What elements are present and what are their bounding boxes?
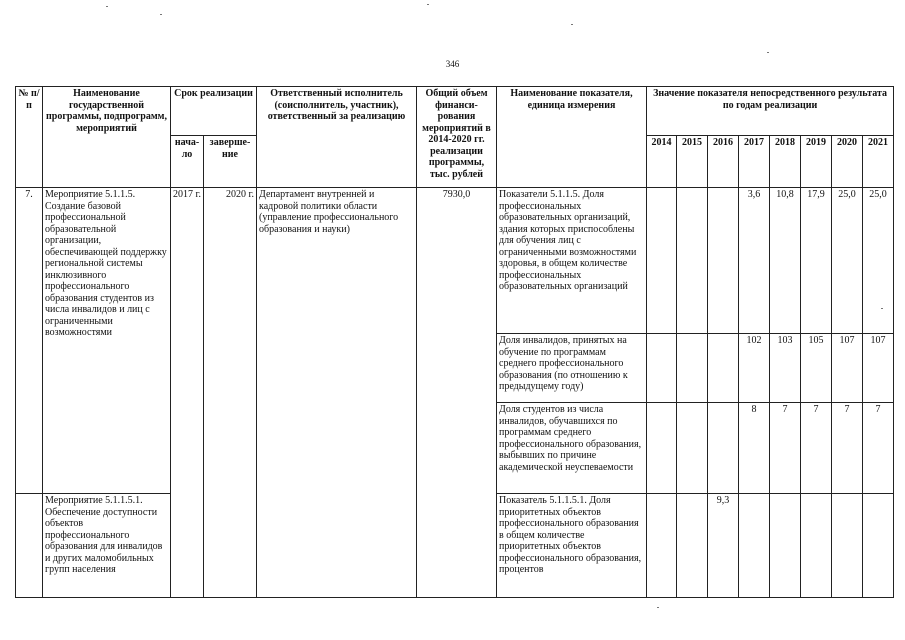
indicator-value — [677, 334, 708, 403]
submeasure-name: Мероприятие 5.1.1.5.1. Обеспечение доступности объектов профессионального образования для инвалидов и других маломобильных групп населения — [43, 494, 171, 598]
indicator-value — [677, 494, 708, 598]
year-header: 2018 — [770, 136, 801, 188]
header-values: Значение показателя непосредственного результата по годам реализации — [647, 87, 894, 136]
indicator-value — [647, 188, 677, 334]
year-header: 2021 — [863, 136, 894, 188]
term-end: 2020 г. — [204, 188, 257, 598]
indicator-value: 17,9 — [801, 188, 832, 334]
indicator-name: Доля инвалидов, принятых на обучение по программам среднего профессионального образования (по отношению к предыдущему году) — [497, 334, 647, 403]
funding-volume: 7930,0 — [417, 188, 497, 598]
header-name: Наименование государственной программы, подпрограмм, мероприятий — [43, 87, 171, 188]
header-no: № п/п — [16, 87, 43, 188]
indicator-value: 25,0 — [832, 188, 863, 334]
indicator-value: 10,8 — [770, 188, 801, 334]
indicator-value — [708, 403, 739, 494]
year-header: 2020 — [832, 136, 863, 188]
indicator-value: 105 — [801, 334, 832, 403]
scan-speck — [767, 52, 769, 53]
year-header: 2017 — [739, 136, 770, 188]
scan-speck — [571, 24, 573, 25]
row-number: 7. — [16, 188, 43, 494]
measure-name: Мероприятие 5.1.1.5. Создание базовой профессиональной образовательной организации, обеспечивающей поддержку региональной системы инклюзивного профессионального образования студентов из числа инвалидов и лиц с ограниченными возможностями — [43, 188, 171, 494]
indicator-value — [708, 188, 739, 334]
indicator-value: 25,0 — [863, 188, 894, 334]
indicator-name: Доля студентов из числа инвалидов, обучавшихся по программам среднего профессионального образования, выбывших по причине академической неуспеваемости — [497, 403, 647, 494]
indicator-name: Показатели 5.1.1.5. Доля профессиональных образовательных организаций, здания которых приспособлены для обучения лиц с ограниченными возможностями здоровья, в общем количестве профессиональных образовательных организаций — [497, 188, 647, 334]
year-header: 2016 — [708, 136, 739, 188]
term-start: 2017 г. — [171, 188, 204, 598]
indicator-value — [708, 334, 739, 403]
header-term-start: нача-ло — [171, 136, 204, 188]
indicator-value: 3,6 — [739, 188, 770, 334]
header-volume: Общий объем финанси-рования мероприятий в 2014-2020 гг. реализации программы, тыс. рублей — [417, 87, 497, 188]
indicator-value — [863, 494, 894, 598]
header-executor: Ответственный исполнитель (соисполнитель, участник), ответственный за реализацию — [257, 87, 417, 188]
program-table — [15, 86, 894, 598]
scan-speck — [160, 14, 162, 15]
executor: Департамент внутренней и кадровой политики области (управление профессионального образования и науки) — [257, 188, 417, 598]
indicator-value: 9,3 — [708, 494, 739, 598]
scan-speck — [657, 607, 659, 608]
year-header: 2019 — [801, 136, 832, 188]
indicator-value — [647, 334, 677, 403]
scan-speck — [106, 6, 108, 7]
row-number-empty — [16, 494, 43, 598]
scan-speck — [427, 4, 429, 5]
header-indicator: Наименование показателя, единица измерения — [497, 87, 647, 188]
indicator-name: Показатель 5.1.1.5.1. Доля приоритетных объектов профессионального образования в общем количестве приоритетных объектов профессионального образования, процентов — [497, 494, 647, 598]
indicator-value: 7 — [863, 403, 894, 494]
year-header: 2015 — [677, 136, 708, 188]
indicator-value: 107 — [863, 334, 894, 403]
indicator-value — [770, 494, 801, 598]
page-number: 346 — [445, 59, 460, 69]
indicator-value: 107 — [832, 334, 863, 403]
indicator-value — [647, 494, 677, 598]
header-term: Срок реализации — [171, 87, 257, 136]
table-row — [16, 188, 894, 334]
indicator-value: 7 — [832, 403, 863, 494]
indicator-value: 8 — [739, 403, 770, 494]
indicator-value — [677, 403, 708, 494]
indicator-value: 102 — [739, 334, 770, 403]
scan-speck — [881, 308, 883, 309]
indicator-value — [832, 494, 863, 598]
indicator-value: 7 — [770, 403, 801, 494]
indicator-value: 103 — [770, 334, 801, 403]
indicator-value — [739, 494, 770, 598]
indicator-value — [677, 188, 708, 334]
header-term-end: заверше-ние — [204, 136, 257, 188]
year-header: 2014 — [647, 136, 677, 188]
indicator-value: 7 — [801, 403, 832, 494]
indicator-value — [647, 403, 677, 494]
indicator-value — [801, 494, 832, 598]
